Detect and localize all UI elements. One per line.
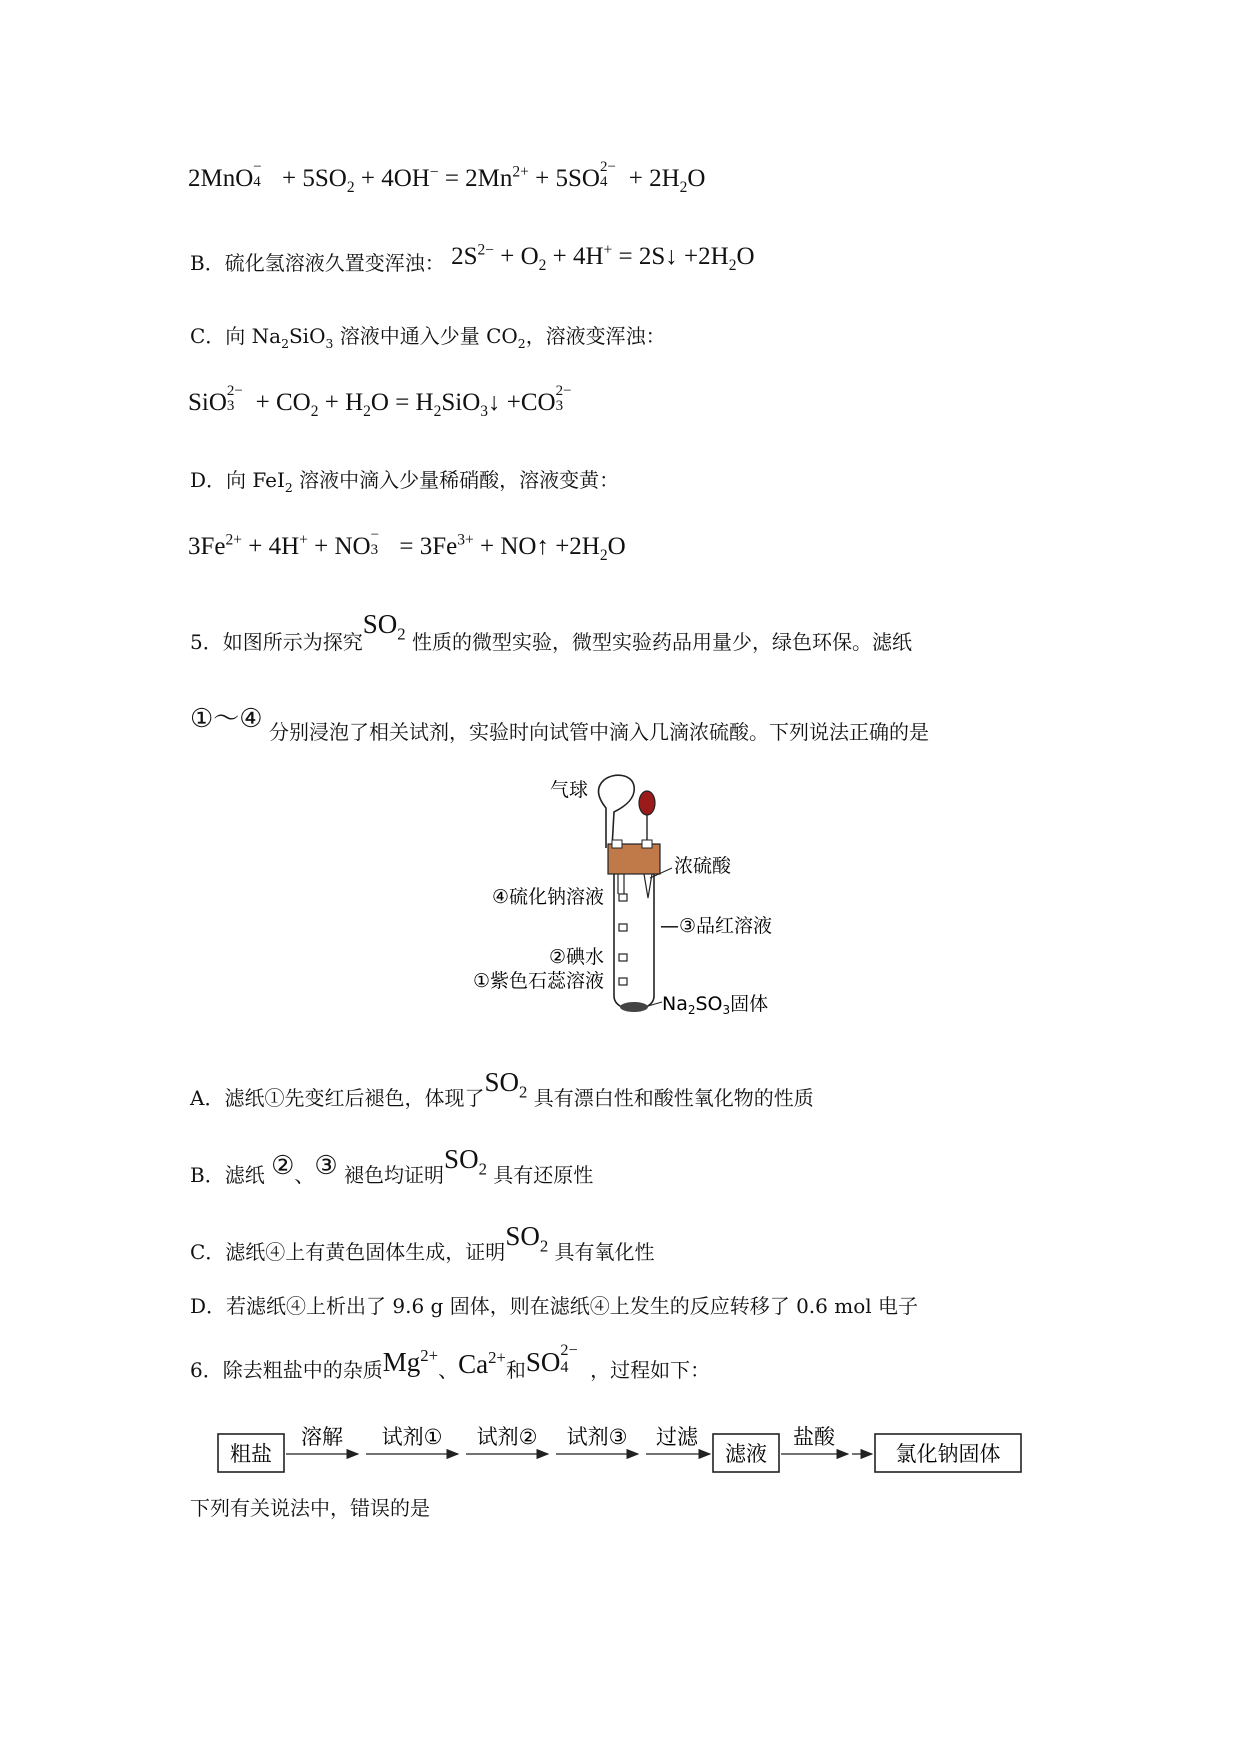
filter-paper-4 bbox=[619, 894, 627, 901]
filter-paper-1 bbox=[619, 978, 627, 985]
question-5-stem-2: ①～④ 分别浸泡了相关试剂，实验时向试管中滴入几滴浓硫酸。下列说法正确的是 bbox=[190, 704, 929, 744]
equation-option-a: 2MnO − 4 + $5SO_2 + 4OH^- = 2Mn^{2+} + 5SO$ 2− 4 + $2H_2O$ bbox=[188, 158, 706, 196]
dropper-bulb bbox=[639, 791, 655, 815]
q5-option-d: D．若滤纸④上析出了 9.6 g 固体，则在滤纸④上发生的反应转移了 0.6 mol 电子 bbox=[190, 1294, 918, 1318]
process-flowchart bbox=[0, 1410, 1240, 1480]
svg-text:—③品红溶液: —③品红溶液 bbox=[660, 915, 773, 937]
svg-text:氯化钠固体: 氯化钠固体 bbox=[895, 1442, 1001, 1466]
solid-label: $Na_2SO_3$固体 bbox=[662, 993, 769, 1017]
acid-label: 浓硫酸 bbox=[674, 855, 732, 877]
svg-text:盐酸: 盐酸 bbox=[793, 1425, 835, 1449]
equation-option-c: SiO 2− 3 + $CO_2 + H_2O$ = $H_2SiO_3↓ +CO$ 2− 3 bbox=[188, 382, 572, 420]
balloon-label: 气球 bbox=[550, 779, 589, 801]
balloon-icon bbox=[598, 775, 634, 848]
equation-option-d: $3Fe^{2+} + 4H^+$ + NO − 3 = $3Fe^{3+}$ + NO↑ $+2H_2O$ bbox=[188, 526, 626, 564]
option-d: D．向 FeI$_2$ 溶液中滴入少量稀硝酸，溶液变黄： bbox=[190, 468, 620, 495]
svg-text:粗盐: 粗盐 bbox=[230, 1442, 272, 1466]
svg-text:过滤: 过滤 bbox=[656, 1425, 698, 1449]
option-b-text: B．硫化氢溶液久置变浑浊： bbox=[190, 251, 445, 275]
q5-option-c: C．滤纸④上有黄色固体生成，证明$SO_2$ 具有氧化性 bbox=[190, 1221, 655, 1264]
solid-sample bbox=[620, 1002, 648, 1012]
svg-text:滤液: 滤液 bbox=[725, 1442, 767, 1466]
svg-text:试剂③: 试剂③ bbox=[566, 1425, 628, 1449]
question-6-stem: 6．除去粗盐中的杂质$Mg^{2+}$、$Ca^{2+}$和SO 2− 4 ，过程如下： bbox=[190, 1341, 711, 1382]
filter-paper-2 bbox=[619, 954, 627, 961]
q5-option-b: B．滤纸 ②、③ 褪色均证明$SO_2$ 具有还原性 bbox=[190, 1144, 594, 1187]
svg-text:②碘水: ②碘水 bbox=[548, 946, 604, 968]
filter-paper-3 bbox=[619, 924, 627, 931]
equation-option-b: $2S^{2-} + O_2 + 4H^+$ = 2S↓ $+2H_2O$ bbox=[451, 241, 755, 274]
paper-range: ①～④ bbox=[190, 704, 263, 734]
option-c: C．向 $Na_2SiO_3$ 溶液中通入少量 $CO_2$，溶液变浑浊： bbox=[190, 324, 666, 351]
svg-text:试剂②: 试剂② bbox=[476, 1425, 538, 1449]
question-6-tail: 下列有关说法中，错误的是 bbox=[190, 1496, 430, 1520]
question-5-stem: 5．如图所示为探究$SO_2$ 性质的微型实验，微型实验药品用量少，绿色环保。滤纸 bbox=[190, 609, 912, 654]
option-b bbox=[190, 241, 755, 277]
svg-text:试剂①: 试剂① bbox=[381, 1425, 443, 1449]
q5-option-a: A．滤纸①先变红后褪色，体现了$SO_2$ 具有漂白性和酸性氧化物的性质 bbox=[190, 1067, 814, 1110]
svg-text:溶解: 溶解 bbox=[301, 1425, 343, 1449]
svg-text:④硫化钠溶液: ④硫化钠溶液 bbox=[491, 886, 604, 908]
experiment-figure bbox=[0, 768, 1240, 1028]
svg-text:①紫色石蕊溶液: ①紫色石蕊溶液 bbox=[472, 970, 604, 992]
